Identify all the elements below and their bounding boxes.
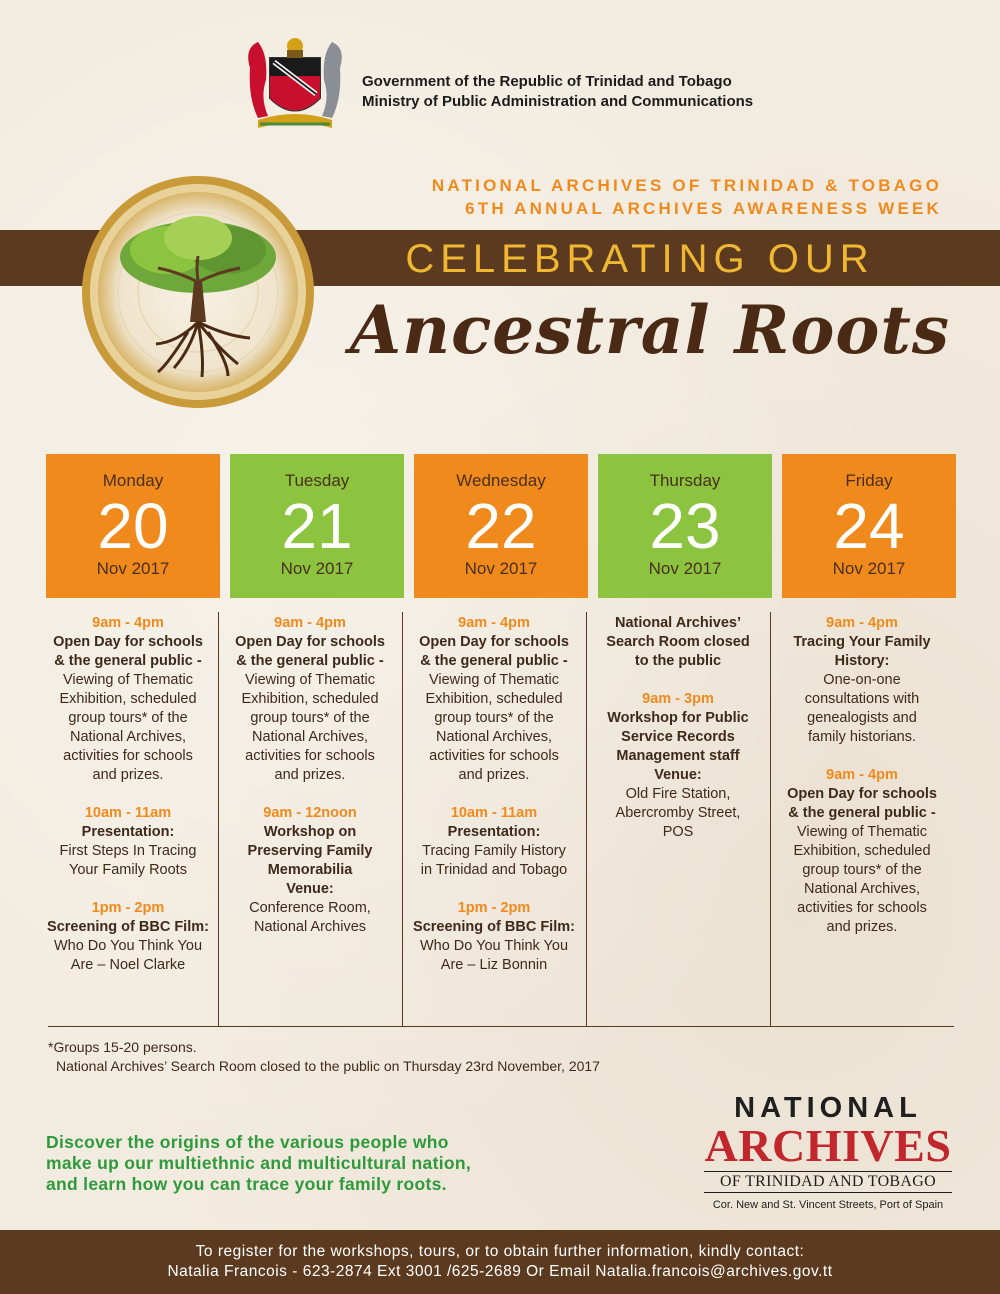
ministry-line: Ministry of Public Administration and Communications <box>362 93 754 110</box>
discover-line: and learn how you can trace your family roots. <box>46 1174 447 1194</box>
discover-line: make up our multiethnic and multicultural nation, <box>46 1153 472 1173</box>
government-line: Government of the Republic of Trinidad and Tobago <box>362 73 732 90</box>
event-title-line1: NATIONAL ARCHIVES OF TRINIDAD & TOBAGO <box>431 176 942 195</box>
event-detail: POS <box>662 824 694 840</box>
coat-of-arms-icon <box>240 28 350 136</box>
event-detail: activities for schools <box>63 748 193 764</box>
tree-roots-icon <box>78 172 318 412</box>
event-detail: group tours* of the <box>434 710 554 726</box>
event-time: 9am - 4pm <box>92 615 164 631</box>
event-title: History: <box>834 653 890 669</box>
event-title: Management staff <box>616 748 740 764</box>
event-detail: Exhibition, scheduled <box>241 691 379 707</box>
event-detail: First Steps In Tracing <box>59 843 197 859</box>
event-title: & the general public - <box>788 805 936 821</box>
logo-national: NATIONAL <box>734 1092 922 1124</box>
event-title: Open Day for schools <box>787 786 937 802</box>
event-detail: and prizes. <box>92 767 164 783</box>
event-time: 9am - 4pm <box>826 767 898 783</box>
schedule-bottom-rule <box>48 1026 954 1027</box>
celebrating-heading: CELEBRATING OUR <box>405 237 875 281</box>
contact-footer <box>0 1230 1000 1294</box>
event-time: 10am - 11am <box>84 805 172 821</box>
event-title: & the general public - <box>54 653 202 669</box>
event-detail: Old Fire Station, <box>625 786 731 802</box>
event-title: & the general public - <box>236 653 384 669</box>
event-detail: and prizes. <box>274 767 346 783</box>
event-title: Tracing Your Family <box>793 634 931 650</box>
event-time: 9am - 4pm <box>274 615 346 631</box>
day-number: 22 <box>465 490 537 562</box>
footnote-search-room: National Archives’ Search Room closed to the public on Thursday 23rd November, 2017 <box>56 1058 600 1074</box>
event-detail: National Archives <box>253 919 367 935</box>
national-archives-logo <box>700 1092 956 1211</box>
logo-archives: ARCHIVES <box>704 1120 952 1171</box>
event-detail: National Archives, <box>435 729 553 745</box>
event-title: Open Day for schools <box>419 634 569 650</box>
day-name: Thursday <box>649 471 721 490</box>
event-time: 9am - 4pm <box>458 615 530 631</box>
event-title-line2: 6TH ANNUAL ARCHIVES AWARENESS WEEK <box>465 199 942 218</box>
day-header-tuesday <box>230 454 404 598</box>
day-name: Friday <box>845 471 893 490</box>
event-time: 1pm - 2pm <box>457 900 531 916</box>
day-month: Nov 2017 <box>464 559 538 578</box>
discover-line: Discover the origins of the various people who <box>46 1132 449 1152</box>
event-detail: Abercromby Street, <box>615 805 741 821</box>
event-title: Preserving Family <box>247 843 373 859</box>
day-header-wednesday <box>414 454 588 598</box>
discover-message <box>46 1132 606 1195</box>
event-title: Workshop for Public <box>607 710 749 726</box>
event-detail: group tours* of the <box>250 710 370 726</box>
event-detail: Who Do You Think You <box>53 938 203 954</box>
event-title <box>432 174 942 220</box>
event-title: Open Day for schools <box>53 634 203 650</box>
event-detail: Viewing of Thematic <box>796 824 928 840</box>
day-number: 20 <box>97 490 169 562</box>
event-title: Open Day for schools <box>235 634 385 650</box>
day-name: Wednesday <box>456 471 546 490</box>
event-detail: Are – Noel Clarke <box>70 957 186 973</box>
schedule-wednesday <box>402 614 586 975</box>
event-title: Screening of BBC Film: <box>47 919 209 935</box>
event-detail: group tours* of the <box>802 862 922 878</box>
day-number: 21 <box>281 490 353 562</box>
logo-address: Cor. New and St. Vincent Streets, Port of Spain <box>712 1199 944 1211</box>
event-detail: National Archives, <box>803 881 921 897</box>
day-month: Nov 2017 <box>96 559 170 578</box>
logo-of-trinidad: OF TRINIDAD AND TOBAGO <box>704 1171 952 1193</box>
day-header-thursday <box>598 454 772 598</box>
schedule-friday <box>770 614 954 937</box>
day-number: 23 <box>649 490 721 562</box>
government-header <box>240 28 800 138</box>
event-time: 9am - 3pm <box>642 691 714 707</box>
schedule-monday <box>36 614 220 975</box>
event-detail: Are – Liz Bonnin <box>440 957 548 973</box>
event-time: 1pm - 2pm <box>91 900 165 916</box>
footer-register-line: To register for the workshops, tours, or to obtain further information, kindly contact: <box>195 1243 805 1260</box>
day-name: Tuesday <box>284 471 350 490</box>
event-detail: activities for schools <box>429 748 559 764</box>
event-title: Presentation: <box>81 824 175 840</box>
event-detail: National Archives, <box>251 729 369 745</box>
event-title: Service Records <box>621 729 735 745</box>
event-detail: activities for schools <box>797 900 927 916</box>
event-title: Search Room closed <box>606 634 750 650</box>
event-detail: Exhibition, scheduled <box>59 691 197 707</box>
event-time: 9am - 12noon <box>263 805 357 821</box>
event-detail: and prizes. <box>458 767 530 783</box>
event-detail: genealogists and <box>807 710 917 726</box>
day-name: Monday <box>102 471 164 490</box>
government-text <box>362 72 753 112</box>
event-detail: Viewing of Thematic <box>62 672 194 688</box>
day-header-monday <box>46 454 220 598</box>
event-detail: Exhibition, scheduled <box>793 843 931 859</box>
event-title: National Archives’ <box>615 615 741 631</box>
schedule-tuesday <box>218 614 402 937</box>
event-title: Workshop on <box>263 824 357 840</box>
event-title: & the general public - <box>420 653 568 669</box>
footnote-groups: *Groups 15-20 persons. <box>48 1039 197 1055</box>
event-title: Memorabilia <box>267 862 353 878</box>
footnote <box>48 1038 600 1076</box>
day-number: 24 <box>833 490 905 562</box>
event-venue-label: Venue: <box>654 767 702 783</box>
event-detail: group tours* of the <box>68 710 188 726</box>
event-detail: Viewing of Thematic <box>244 672 376 688</box>
event-detail: National Archives, <box>69 729 187 745</box>
event-detail: Who Do You Think You <box>419 938 569 954</box>
footer-contact-line: Natalia Francois - 623-2874 Ext 3001 /625-2689 Or Email Natalia.francois@archives.gov.tt <box>167 1263 833 1280</box>
day-header-friday <box>782 454 956 598</box>
event-detail: consultations with <box>804 691 920 707</box>
day-month: Nov 2017 <box>280 559 354 578</box>
day-month: Nov 2017 <box>648 559 722 578</box>
event-detail: in Trinidad and Tobago <box>420 862 568 878</box>
event-detail: Exhibition, scheduled <box>425 691 563 707</box>
event-title: to the public <box>634 653 722 669</box>
event-title: Screening of BBC Film: <box>413 919 575 935</box>
event-detail: activities for schools <box>245 748 375 764</box>
event-time: 10am - 11am <box>450 805 538 821</box>
event-detail: family historians. <box>808 729 916 745</box>
event-venue-label: Venue: <box>286 881 334 897</box>
event-title: Presentation: <box>447 824 541 840</box>
event-detail: and prizes. <box>826 919 898 935</box>
event-detail: Your Family Roots <box>69 862 187 878</box>
event-detail: Viewing of Thematic <box>428 672 560 688</box>
event-detail: One-on-one <box>823 672 901 688</box>
schedule-thursday <box>586 614 770 842</box>
theme-heading: Ancestral Roots <box>349 291 951 369</box>
day-month: Nov 2017 <box>832 559 906 578</box>
event-detail: Conference Room, <box>249 900 371 916</box>
event-detail: Tracing Family History <box>422 843 566 859</box>
event-time: 9am - 4pm <box>826 615 898 631</box>
